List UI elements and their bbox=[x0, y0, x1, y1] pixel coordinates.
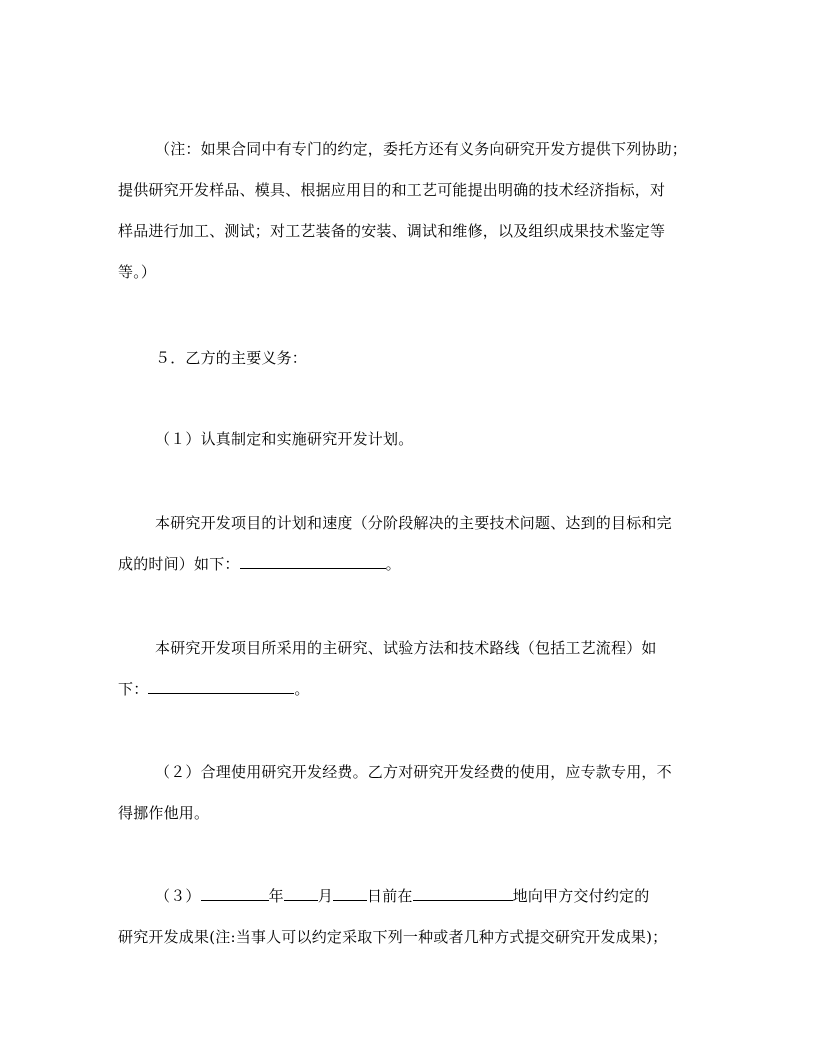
plan-line-2 bbox=[118, 554, 401, 574]
method-line-1: 本研究开发项目所采用的主研究、试验方法和技术路线（包括工艺流程）如 bbox=[155, 639, 657, 657]
item-2-line-1: （２）合理使用研究开发经费。乙方对研究开发经费的使用，应专款专用，不 bbox=[155, 763, 672, 781]
method-line-2-end: 。 bbox=[294, 680, 310, 698]
plan-line-2-end: 。 bbox=[385, 555, 401, 573]
note-line-3: 样品进行加工、测试；对工艺装备的安装、调试和维修，以及组织成果技术鉴定等 bbox=[118, 222, 666, 240]
day-blank-field[interactable] bbox=[333, 886, 367, 901]
month-blank-field[interactable] bbox=[284, 886, 318, 901]
item-3-prefix: （３） bbox=[155, 887, 201, 905]
plan-blank-field[interactable] bbox=[240, 554, 386, 569]
section-5-heading: ５．乙方的主要义务： bbox=[155, 349, 308, 367]
note-line-2: 提供研究开发样品、模具、根据应用目的和工艺可能提出明确的技术经济指标，对 bbox=[118, 181, 666, 199]
place-after-text: 地向甲方交付约定的 bbox=[512, 887, 650, 905]
method-line-2-text: 下： bbox=[118, 680, 149, 698]
item-1-text: （１）认真制定和实施研究开发计划。 bbox=[155, 430, 414, 448]
plan-line-2-text: 成的时间）如下： bbox=[118, 555, 240, 573]
place-blank-field[interactable] bbox=[413, 886, 513, 901]
note-line-1: （注：如果合同中有专门的约定，委托方还有义务向研究开发方提供下列协助； bbox=[155, 140, 688, 158]
item-3-line-1 bbox=[155, 886, 649, 906]
method-blank-field[interactable] bbox=[148, 679, 294, 694]
plan-line-1: 本研究开发项目的计划和速度（分阶段解决的主要技术问题、达到的目标和完 bbox=[155, 514, 672, 532]
note-line-4: 等。） bbox=[118, 263, 157, 281]
day-label: 日前在 bbox=[367, 887, 413, 905]
method-line-2 bbox=[118, 679, 310, 699]
item-3-line-2: 研究开发成果(注:当事人可以约定采取下列一种或者几种方式提交研究开发成果)； bbox=[118, 928, 668, 946]
item-2-line-2: 得挪作他用。 bbox=[118, 804, 210, 822]
month-label: 月 bbox=[317, 887, 334, 905]
year-label: 年 bbox=[268, 887, 284, 905]
year-blank-field[interactable] bbox=[201, 886, 269, 901]
